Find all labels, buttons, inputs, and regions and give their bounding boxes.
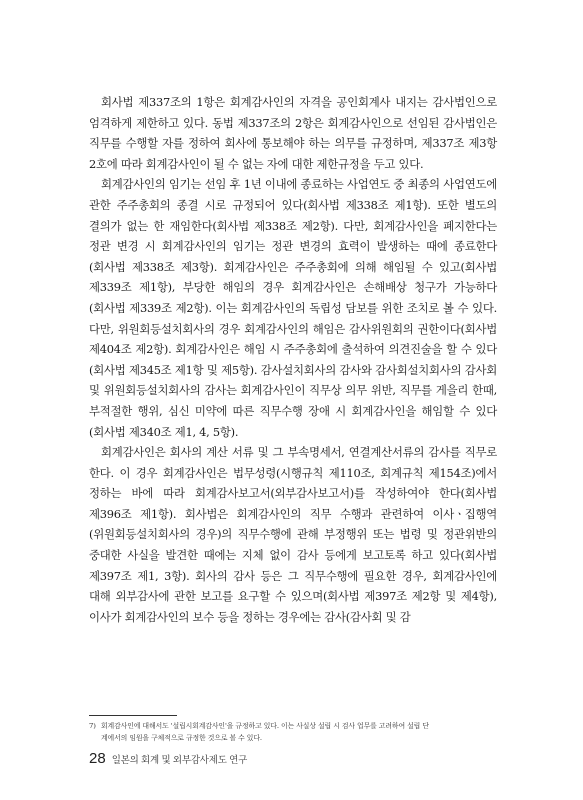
- footnote-text-line1: 회계감사인에 대해서도 '설립시회계감사인'을 규정하고 있다. 이는 사실상 설립 시 검사 업무를 고려하여 설립 단: [101, 722, 429, 730]
- paragraph-auditor-term-dismissal: 회계감사인의 임기는 선임 후 1년 이내에 종료하는 사업연도 중 최종의 사업연도에 관한 주주총회의 종결 시로 규정되어 있다(회사법 제338조 제1항). 또한 별도의 결의가 없는 한 재임한다(회사법 제338조 제2항). 다만, 회계감사인을 폐지한다는 정관 변경 시 회계감사인의 임기는 정관 변경의 효력이 발생하는 때에 종료한다(회사법 제338조 제3항). 회계감사인은 주주총회에 의해 해임될 수 있고(회사법 제339조 제1항), 부당한 해임의 경우 회계감사인은 손해배상 청구가 가능하다(회사법 제339조 제2항). 이는 회계감사인의 독립성 담보를 위한 조치로 볼 수 있다. 다만, 위원회등설치회사의 경우 회계감사인의 해임은 감사위원회의 권한이다(회사법 제404조 제2항). 회계감사인은 해임 시 주주총회에 출석하여 의견진술을 할 수 있다(회사법 제345조 제1항 및 제5항). 감사설치회사의 감사와 감사회설치회사의 감사회 및 위원회등설치회사의 감사는 회계감사인이 직무상 의무 위반, 직무를 게을리 한때, 부적절한 행위, 심신 미약에 따른 직무수행 장애 시 회계감사인을 해임할 수 있다(회사법 제340조 제1, 4, 5항).: [89, 177, 497, 439]
- body-text: [89, 92, 497, 627]
- footnote: [89, 721, 501, 744]
- paragraph-auditor-duties: 회계감사인은 회사의 계산 서류 및 그 부속명세서, 연결계산서류의 감사를 직무로 한다. 이 경우 회계감사인은 법무성령(시행규칙 제110조, 회계규칙 제154조)에서 정하는 바에 따라 회계감사보고서(외부감사보고서)를 작성하여야 한다(회사법 제396조 제1항). 회사법은 회계감사인의 직무 수행과 관련하여 이사ㆍ집행역(위원회등설치회사의 경우)의 직무수행에 관해 부정행위 또는 법령 및 정관위반의 중대한 사실을 발견한 때에는 지체 없이 감사 등에게 보고토록 하고 있다(회사법 제397조 제1, 3항). 회사의 감사 등은 그 직무수행에 필요한 경우, 회계감사인에 대해 외부감사에 관한 보고를 요구할 수 있으며(회사법 제397조 제2항 및 제4항), 이사가 회계감사인의 보수 등을 정하는 경우에는 감사(감사회 및 감: [89, 445, 497, 624]
- paragraph-auditor-qualification: 회사법 제337조의 1항은 회계감사인의 자격을 공인회계사 내지는 감사법인으로 엄격하게 제한하고 있다. 동법 제337조의 2항은 회계감사인으로 선임된 감사법인은 직무를 수행할 자를 정하여 회사에 통보해야 하는 의무를 규정하며, 제337조 제3항 2호에 따라 회계감사인이 될 수 없는 자에 대한 제한규정을 두고 있다.: [89, 95, 497, 171]
- page-number: 28: [89, 750, 106, 767]
- page-footer: [89, 750, 247, 770]
- footnote-divider: [89, 715, 177, 716]
- footnote-number: 7): [89, 722, 96, 730]
- footnote-text-line2: 계에서의 임원을 구체적으로 규정한 것으로 볼 수 있다.: [101, 733, 262, 742]
- running-title: 일본의 회계 및 외부감사제도 연구: [111, 755, 248, 766]
